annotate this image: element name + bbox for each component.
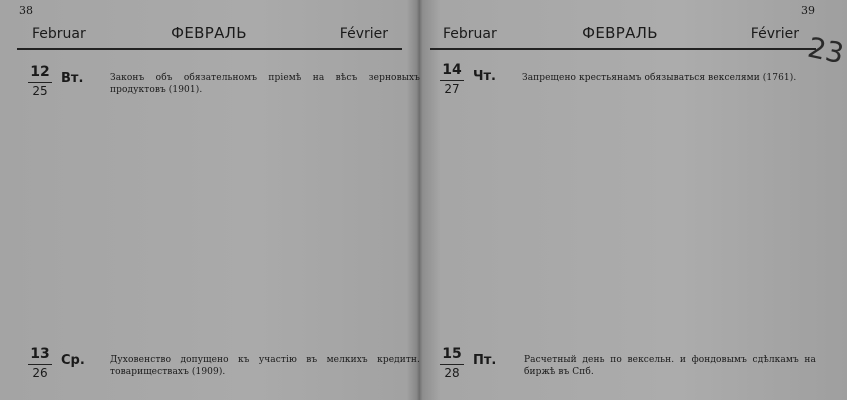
month-header [18,24,400,46]
old-style-day: 14 [442,62,462,78]
entry-text: Запрещено крестьянамъ обязываться векселями (1761). [522,73,797,83]
new-style-day: 28 [444,366,460,380]
left-page [0,0,420,400]
month-german: Februar [443,26,497,42]
day-date [28,65,52,98]
month-russian: ФЕВРАЛЬ [582,24,658,42]
month-russian: ФЕВРАЛЬ [171,24,247,42]
page-number: 39 [801,4,815,17]
handwritten-note: 23 [804,30,847,71]
old-style-day: 13 [30,346,50,362]
old-style-day: 15 [442,346,462,362]
new-style-day: 27 [444,82,460,96]
day-date [28,347,52,380]
date-divider [440,80,464,81]
month-german: Februar [32,26,86,42]
weekday: Вт. [61,71,84,86]
date-divider [440,364,464,365]
weekday: Чт. [473,69,496,84]
date-divider [28,364,52,365]
new-style-day: 25 [32,84,48,98]
entry-text: Духовенство допущено къ участію въ мелкихъ кредитн. товариществахъ (1909). [110,355,420,377]
header-rule [430,48,816,50]
weekday: Пт. [473,353,497,368]
right-page [418,0,847,400]
month-french: Février [339,26,388,42]
header-rule [17,48,402,50]
day-date [440,63,464,96]
month-french: Février [750,26,799,42]
month-header [429,24,811,46]
day-date [440,347,464,380]
entry-text: Расчетный день по вексельн. и фондовымъ сдѣлкамъ на биржѣ въ Спб. [524,355,816,377]
weekday: Ср. [61,353,85,368]
date-divider [28,82,52,83]
new-style-day: 26 [32,366,48,380]
entry-text: Законъ объ обязательномъ пріемѣ на вѣсъ зерновыхъ продуктовъ (1901). [110,73,420,95]
old-style-day: 12 [30,64,50,80]
page-number: 38 [19,4,33,17]
